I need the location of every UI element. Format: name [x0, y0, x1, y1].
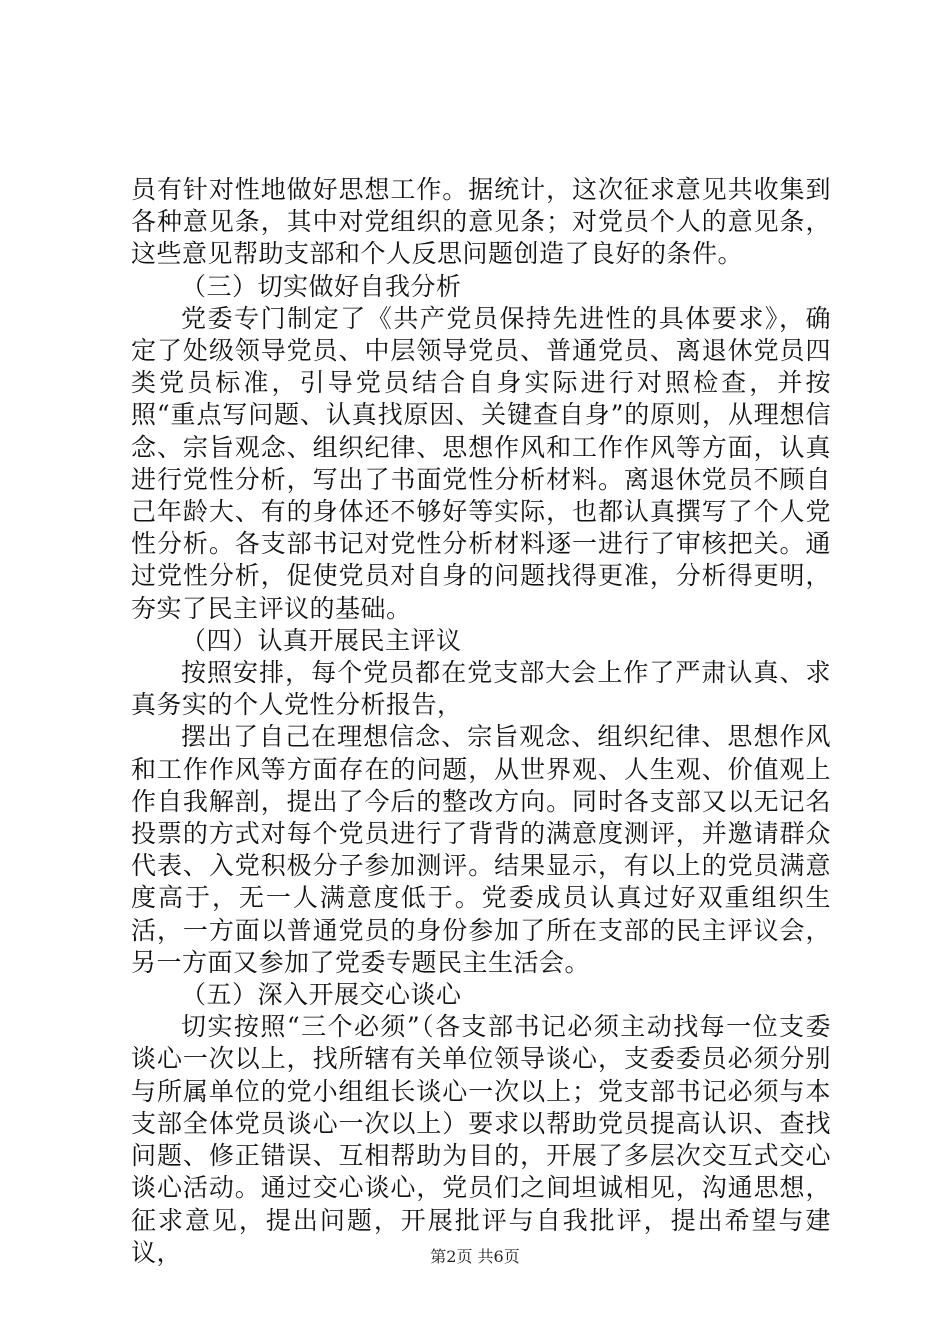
paragraph-continuation: 员有针对性地做好思想工作。据统计，这次征求意见共收集到各种意见条，其中对党组织的意见条；对党员个人的意见条，这些意见帮助支部和个人反思问题创造了良好的条件。 — [131, 175, 831, 269]
paragraph-heart-to-heart: 切实按照“三个必须”（各支部书记必须主动找每一位支委谈心一次以上，找所辖有关单位领导谈心，支委委员必须分别与所属单位的党小组组长谈心一次以上；党支部书记必须与本支部全体党员谈心一次以上）要求以帮助党员提高认识、查找问题、修正错误、互相帮助为目的，开展了多层次交互式交心谈心活动。通过交心谈心，党员们之间坦诚相见，沟通思想，征求意见，提出问题，开展批评与自我批评，提出希望与建议， — [131, 1012, 831, 1267]
paragraph-democratic-review: 摆出了自己在理想信念、宗旨观念、组织纪律、思想作风和工作作风等方面存在的问题，从世界观、人生观、价值观上作自我解剖，提出了今后的整改方向。同时各支部又以无记名投票的方式对每个党员进行了背背的满意度测评，并邀请群众代表、入党积极分子参加测评。结果显示，有以上的党员满意度高于，无一人满意度低于。党委成员认真过好双重组织生活，一方面以普通党员的身份参加了所在支部的民主评议会，另一方面又参加了党委专题民主生活会。 — [131, 722, 831, 977]
page-number-footer: 第2页 共6页 — [430, 1247, 520, 1266]
section-heading-3: （三）切实做好自我分析 — [181, 271, 462, 301]
paragraph-self-analysis: 党委专门制定了《共产党员保持先进性的具体要求》，确定了处级领导党员、中层领导党员、普通党员、离退休党员四类党员标准，引导党员结合自身实际进行对照检查，并按照“重点写问题、认真找原因、关键查自身”的原则，从理想信念、宗旨观念、组织纪律、思想作风和工作作风等方面，认真进行党性分析，写出了书面党性分析材料。离退休党员不顾自己年龄大、有的身体还不够好等实际，也都认真撰写了个人党性分析。各支部书记对党性分析材料逐一进行了审核把关。通过党性分析，促使党员对自身的问题找得更准，分析得更明，夯实了民主评议的基础。 — [131, 303, 831, 623]
section-heading-5: （五）深入开展交心谈心 — [181, 980, 462, 1010]
paragraph-democratic-review-intro: 按照安排，每个党员都在党支部大会上作了严肃认真、求真务实的个人党性分析报告， — [131, 658, 831, 720]
section-heading-4: （四）认真开展民主评议 — [181, 625, 462, 655]
document-body — [131, 174, 831, 1269]
